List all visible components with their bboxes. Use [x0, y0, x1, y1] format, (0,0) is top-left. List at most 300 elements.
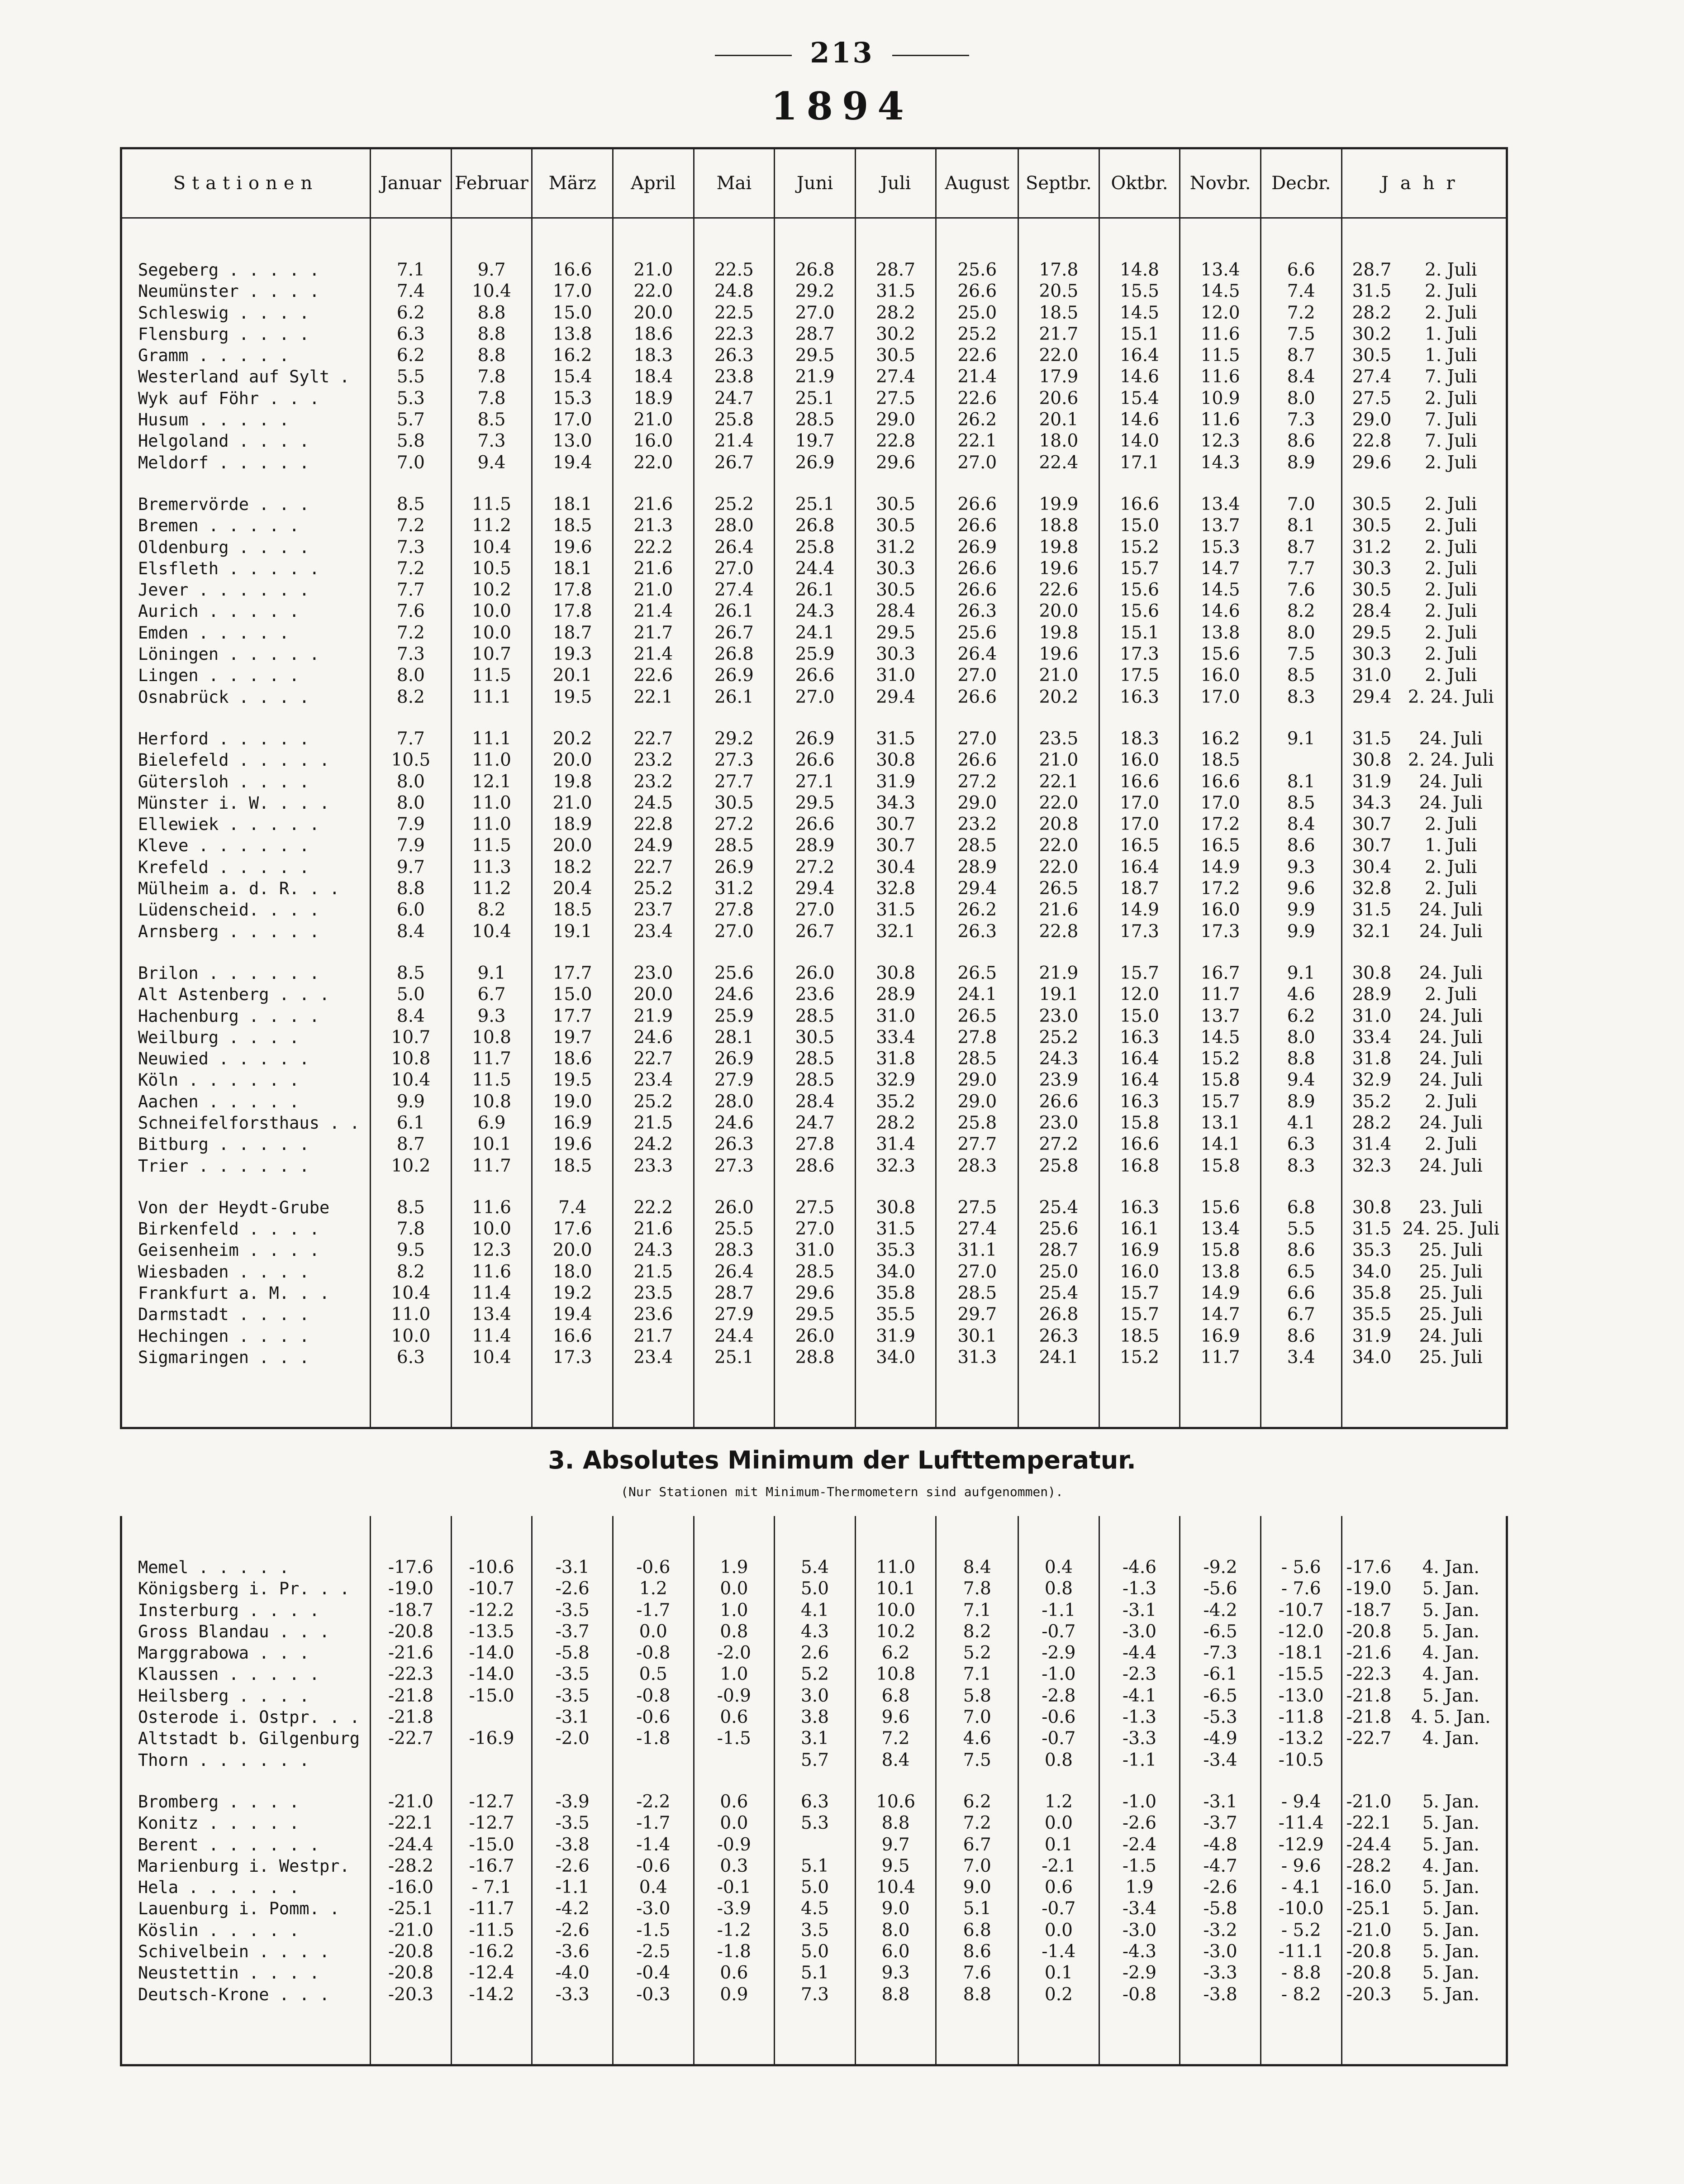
month-value: 32.3 — [855, 1155, 936, 1177]
month-value: 29.6 — [855, 452, 936, 473]
month-value: 22.0 — [1018, 857, 1099, 878]
year-date: 24. Juli — [1419, 1006, 1483, 1026]
year-date: 24. Juli — [1419, 771, 1483, 792]
month-value: 10.8 — [855, 1664, 936, 1685]
month-value: 27.1 — [775, 771, 856, 792]
year-value: -22.7 — [1341, 1728, 1396, 1749]
year-date: 7. Juli — [1425, 367, 1477, 387]
month-value: 30.8 — [855, 749, 936, 771]
month-value: 29.0 — [855, 409, 936, 430]
month-value: 15.4 — [1099, 388, 1180, 409]
year-date: 2. Juli — [1425, 580, 1477, 601]
year-value: 29.5 — [1341, 622, 1396, 644]
month-value: 16.3 — [1099, 1091, 1180, 1112]
station-name: Flensburg . . . . — [138, 324, 309, 344]
month-value: 26.1 — [694, 687, 775, 708]
month-value: 22.1 — [1018, 771, 1099, 792]
month-value: 24.3 — [1018, 1048, 1099, 1069]
month-value: 26.6 — [936, 687, 1018, 708]
month-value: 6.8 — [855, 1685, 936, 1707]
year-value: -18.7 — [1341, 1600, 1396, 1621]
month-value: 30.7 — [855, 814, 936, 835]
month-value: 22.8 — [613, 814, 694, 835]
month-value: 30.5 — [855, 515, 936, 536]
month-value: 28.5 — [936, 1283, 1018, 1304]
station-name: Berent . . . . . . — [138, 1835, 319, 1855]
spacer-cell — [1396, 2005, 1507, 2065]
month-value: - 9.4 — [1261, 1791, 1341, 1812]
month-value: 14.6 — [1099, 366, 1180, 387]
month-value: -0.6 — [613, 1707, 694, 1728]
month-value: 22.7 — [613, 728, 694, 749]
spacer-cell — [1018, 1771, 1099, 1791]
month-value: 29.4 — [775, 878, 856, 899]
spacer-cell — [1261, 218, 1341, 260]
year-value: -20.8 — [1341, 1962, 1396, 1984]
month-value: 1.9 — [694, 1557, 775, 1578]
month-value: 22.6 — [1018, 579, 1099, 601]
year-date: 2. Juli — [1425, 452, 1477, 473]
table-row — [121, 1812, 1507, 1834]
spacer-cell — [532, 473, 613, 494]
month-value: 25.2 — [613, 878, 694, 899]
month-value: 30.3 — [855, 558, 936, 579]
year-date: 23. Juli — [1419, 1197, 1483, 1218]
month-value: -4.2 — [532, 1898, 613, 1919]
month-value: 7.8 — [371, 1218, 452, 1240]
month-value: 17.1 — [1099, 452, 1180, 473]
year-value: 32.3 — [1341, 1155, 1396, 1177]
spacer-cell — [371, 2005, 452, 2065]
month-value: 24.1 — [1018, 1347, 1099, 1368]
month-value: 10.7 — [451, 644, 532, 665]
month-value: 24.1 — [775, 622, 856, 644]
month-value: 4.3 — [775, 1621, 856, 1642]
table-row — [121, 963, 1507, 984]
month-value: -15.0 — [451, 1834, 532, 1855]
month-value: 9.1 — [1261, 728, 1341, 749]
month-value: 18.2 — [532, 857, 613, 878]
month-value: 35.2 — [855, 1091, 936, 1112]
year-date: 2. Juli — [1425, 281, 1477, 302]
month-value: 26.0 — [694, 1197, 775, 1218]
month-value: 31.8 — [855, 1048, 936, 1069]
month-value: -4.1 — [1099, 1685, 1180, 1707]
month-value: -1.4 — [1018, 1941, 1099, 1962]
spacer-cell — [1018, 473, 1099, 494]
year-date: 5. Jan. — [1422, 1898, 1479, 1919]
month-value: 8.8 — [855, 1984, 936, 2005]
month-value: -12.7 — [451, 1791, 532, 1812]
month-value: 22.4 — [1018, 452, 1099, 473]
table-row — [121, 1155, 1507, 1177]
spacer-cell — [1099, 1771, 1180, 1791]
station-name: Gross Blandau . . . — [138, 1621, 330, 1641]
month-value: -3.0 — [613, 1898, 694, 1919]
month-value: 11.5 — [451, 494, 532, 515]
year-date: 5. Jan. — [1422, 1813, 1479, 1834]
station-name: Schivelbein . . . . — [138, 1942, 330, 1962]
month-value: 27.5 — [936, 1197, 1018, 1218]
month-value: 7.9 — [371, 814, 452, 835]
month-value: 26.6 — [936, 281, 1018, 302]
month-value: 29.5 — [855, 622, 936, 644]
month-value: 31.5 — [855, 728, 936, 749]
month-value: 26.4 — [694, 537, 775, 558]
month-value: 21.4 — [613, 644, 694, 665]
month-value: -16.2 — [451, 1941, 532, 1962]
month-value: 8.2 — [371, 1261, 452, 1283]
month-value: 27.2 — [694, 814, 775, 835]
station-name: Köln . . . . . . — [138, 1070, 300, 1090]
year-value: -16.0 — [1341, 1877, 1396, 1898]
month-value: 17.8 — [532, 601, 613, 622]
month-value: 24.8 — [694, 281, 775, 302]
month-value: 8.8 — [451, 302, 532, 324]
year-date: 5. Jan. — [1422, 1685, 1479, 1706]
spacer-cell — [1396, 1177, 1507, 1197]
month-value: 7.6 — [371, 601, 452, 622]
month-value: 4.1 — [775, 1600, 856, 1621]
month-value: 19.8 — [532, 771, 613, 792]
month-value: 34.0 — [855, 1347, 936, 1368]
month-value: 25.0 — [1018, 1261, 1099, 1283]
month-value: 11.0 — [451, 749, 532, 771]
month-value: 0.1 — [1018, 1834, 1099, 1855]
month-value: 11.0 — [371, 1304, 452, 1325]
month-value: -16.7 — [451, 1855, 532, 1877]
month-value: 23.6 — [775, 984, 856, 1005]
month-value: 5.7 — [371, 409, 452, 430]
spacer-cell — [1341, 708, 1396, 728]
month-value: 24.7 — [694, 388, 775, 409]
month-value: 8.1 — [1261, 515, 1341, 536]
month-value: 8.8 — [371, 878, 452, 899]
month-value: -1.5 — [613, 1920, 694, 1941]
spacer-cell — [532, 1516, 613, 1557]
month-value: 19.6 — [532, 537, 613, 558]
month-value: 13.4 — [1180, 259, 1261, 281]
month-value: 6.3 — [1261, 1134, 1341, 1155]
station-name: Insterburg . . . . — [138, 1600, 319, 1620]
year-date: 2. Juli — [1425, 622, 1477, 643]
table-row — [121, 259, 1507, 281]
month-value: 21.5 — [613, 1261, 694, 1283]
month-value: 28.5 — [775, 409, 856, 430]
year-date: 24. Juli — [1419, 1027, 1483, 1048]
year-date: 1. Juli — [1425, 835, 1477, 856]
month-value: 31.2 — [855, 537, 936, 558]
month-value: -0.6 — [1018, 1707, 1099, 1728]
month-value: 9.7 — [855, 1834, 936, 1855]
month-value: 7.3 — [1261, 409, 1341, 430]
month-value: 14.9 — [1099, 899, 1180, 920]
month-value: 15.6 — [1099, 601, 1180, 622]
month-value: 27.4 — [694, 579, 775, 601]
month-value: 27.7 — [694, 771, 775, 792]
month-value: 7.3 — [451, 430, 532, 452]
month-value: 22.3 — [694, 324, 775, 345]
month-value: 7.2 — [371, 622, 452, 644]
month-value: -3.1 — [532, 1707, 613, 1728]
station-name: Klaussen . . . . . — [138, 1664, 319, 1684]
month-value: 28.7 — [855, 259, 936, 281]
month-value: 25.1 — [694, 1347, 775, 1368]
month-value: 2.6 — [775, 1642, 856, 1664]
month-value: 21.4 — [694, 430, 775, 452]
month-value: -0.9 — [694, 1834, 775, 1855]
month-value: 12.0 — [1180, 302, 1261, 324]
month-value: 0.8 — [1018, 1578, 1099, 1599]
group-spacer — [121, 1177, 1507, 1197]
month-value: 8.2 — [371, 687, 452, 708]
month-value: 8.5 — [371, 494, 452, 515]
month-value: 13.0 — [532, 430, 613, 452]
group-spacer — [121, 473, 1507, 494]
month-value: 27.0 — [775, 1218, 856, 1240]
month-value: - 7.6 — [1261, 1578, 1341, 1599]
month-value: 25.2 — [936, 324, 1018, 345]
spacer-cell — [121, 1177, 371, 1197]
month-value: -21.0 — [371, 1791, 452, 1812]
station-name: Kleve . . . . . . — [138, 836, 309, 856]
year-value: -22.1 — [1341, 1812, 1396, 1834]
spacer-cell — [1018, 942, 1099, 963]
month-value: 28.7 — [694, 1283, 775, 1304]
maximum-table-body — [121, 218, 1507, 1428]
month-value: 21.6 — [613, 494, 694, 515]
year-value: 29.0 — [1341, 409, 1396, 430]
station-name: Heilsberg . . . . — [138, 1686, 309, 1706]
year-date: 4. Jan. — [1422, 1557, 1479, 1578]
station-name: Osnabrück . . . . — [138, 687, 309, 707]
spacer-cell — [1341, 1516, 1396, 1557]
month-value: -0.6 — [613, 1855, 694, 1877]
month-value: 0.0 — [1018, 1812, 1099, 1834]
table-row — [121, 771, 1507, 792]
minimum-table-body — [121, 1516, 1507, 2065]
month-value: 15.3 — [1180, 537, 1261, 558]
month-value: 23.2 — [936, 814, 1018, 835]
month-value: -3.1 — [532, 1557, 613, 1578]
table-row — [121, 558, 1507, 579]
spacer-cell — [121, 2005, 371, 2065]
month-value: 27.0 — [936, 728, 1018, 749]
spacer-cell — [775, 1368, 856, 1428]
spacer-cell — [694, 1177, 775, 1197]
month-value: 10.0 — [451, 1218, 532, 1240]
month-value: 23.7 — [613, 899, 694, 920]
month-value: 23.9 — [1018, 1069, 1099, 1091]
spacer-cell — [371, 708, 452, 728]
month-value: 8.8 — [1261, 1048, 1341, 1069]
month-value: 26.3 — [936, 601, 1018, 622]
month-value: 27.0 — [936, 452, 1018, 473]
month-value: 29.5 — [775, 1304, 856, 1325]
station-name: Darmstadt . . . . — [138, 1305, 309, 1325]
month-value: 10.2 — [371, 1155, 452, 1177]
year-date: 4. Jan. — [1422, 1664, 1479, 1685]
month-value: -0.8 — [613, 1685, 694, 1707]
month-value: 21.6 — [1018, 899, 1099, 920]
station-name: Münster i. W. . . . — [138, 793, 330, 813]
month-value: 21.3 — [613, 515, 694, 536]
month-value: 27.9 — [694, 1304, 775, 1325]
month-value: 16.0 — [1180, 899, 1261, 920]
month-value: 10.8 — [451, 1091, 532, 1112]
spacer-cell — [694, 473, 775, 494]
month-value: 16.5 — [1180, 835, 1261, 856]
month-value: 6.2 — [855, 1642, 936, 1664]
month-value: -12.4 — [451, 1962, 532, 1984]
month-value: 18.8 — [1018, 515, 1099, 536]
header-month: April — [613, 148, 694, 218]
year-value: -20.8 — [1341, 1941, 1396, 1962]
spacer-cell — [1341, 942, 1396, 963]
group-spacer — [121, 1368, 1507, 1428]
spacer-cell — [371, 1368, 452, 1428]
month-value: 11.7 — [1180, 984, 1261, 1005]
month-value: 5.2 — [936, 1642, 1018, 1664]
month-value: 15.8 — [1180, 1069, 1261, 1091]
table-row — [121, 665, 1507, 686]
spacer-cell — [1261, 942, 1341, 963]
month-value: 19.9 — [1018, 494, 1099, 515]
month-value: 27.8 — [775, 1134, 856, 1155]
year-value: 30.8 — [1341, 749, 1396, 771]
month-value: 30.5 — [775, 1027, 856, 1048]
month-value: -2.2 — [613, 1791, 694, 1812]
spacer-cell — [1099, 473, 1180, 494]
month-value: 25.6 — [1018, 1218, 1099, 1240]
station-name: Konitz . . . . . — [138, 1813, 300, 1833]
month-value: 18.4 — [613, 366, 694, 387]
month-value: 14.6 — [1099, 409, 1180, 430]
month-value: 1.0 — [694, 1600, 775, 1621]
table-row — [121, 1112, 1507, 1134]
month-value: 7.5 — [1261, 644, 1341, 665]
table-row — [121, 281, 1507, 302]
year-value: -21.8 — [1341, 1707, 1396, 1728]
spacer-cell — [855, 1177, 936, 1197]
month-value: 8.4 — [855, 1750, 936, 1771]
month-value: 30.8 — [855, 1197, 936, 1218]
month-value: 9.7 — [371, 857, 452, 878]
month-value: 6.6 — [1261, 259, 1341, 281]
month-value: 22.6 — [936, 388, 1018, 409]
month-value: 28.5 — [775, 1261, 856, 1283]
month-value: 7.6 — [936, 1962, 1018, 1984]
month-value: 16.6 — [532, 259, 613, 281]
spacer-cell — [936, 1368, 1018, 1428]
month-value: 32.9 — [855, 1069, 936, 1091]
table-row — [121, 1347, 1507, 1368]
year-date: 5. Jan. — [1422, 1834, 1479, 1855]
month-value: 14.1 — [1180, 1134, 1261, 1155]
month-value: 15.8 — [1180, 1155, 1261, 1177]
month-value: -22.3 — [371, 1664, 452, 1685]
month-value: -2.8 — [1018, 1685, 1099, 1707]
month-value: 28.3 — [936, 1155, 1018, 1177]
month-value: 32.8 — [855, 878, 936, 899]
month-value: 8.4 — [371, 1006, 452, 1027]
spacer-cell — [1341, 1177, 1396, 1197]
month-value: 17.9 — [1018, 366, 1099, 387]
month-value: 19.8 — [1018, 537, 1099, 558]
month-value: 23.4 — [613, 1069, 694, 1091]
month-value: 11.2 — [451, 878, 532, 899]
spacer-cell — [855, 218, 936, 260]
year-value: 30.3 — [1341, 558, 1396, 579]
month-value — [451, 1707, 532, 1728]
year-value: 31.0 — [1341, 1006, 1396, 1027]
spacer-cell — [1180, 1177, 1261, 1197]
month-value: 8.0 — [855, 1920, 936, 1941]
spacer-cell — [1018, 1516, 1099, 1557]
month-value: -4.9 — [1180, 1728, 1261, 1749]
month-value: -14.2 — [451, 1984, 532, 2005]
spacer-cell — [1099, 1177, 1180, 1197]
month-value — [371, 1750, 452, 1771]
month-value: 11.2 — [451, 515, 532, 536]
month-value: 14.6 — [1180, 601, 1261, 622]
spacer-cell — [613, 942, 694, 963]
month-value: 13.8 — [532, 324, 613, 345]
month-value: 16.3 — [1099, 687, 1180, 708]
table-row — [121, 728, 1507, 749]
spacer-cell — [1396, 218, 1507, 260]
month-value: 10.1 — [855, 1578, 936, 1599]
month-value: -1.7 — [613, 1812, 694, 1834]
month-value: -2.0 — [532, 1728, 613, 1749]
month-value: -3.1 — [1099, 1600, 1180, 1621]
spacer-cell — [613, 1177, 694, 1197]
maximum-temperature-table — [120, 147, 1508, 1429]
month-value: 16.6 — [532, 1326, 613, 1347]
month-value: 11.3 — [451, 857, 532, 878]
month-value: -24.4 — [371, 1834, 452, 1855]
month-value: 17.2 — [1180, 878, 1261, 899]
spacer-cell — [1341, 2005, 1396, 2065]
month-value: 8.2 — [1261, 601, 1341, 622]
month-value: -6.5 — [1180, 1621, 1261, 1642]
month-value: -2.6 — [532, 1578, 613, 1599]
spacer-cell — [1261, 708, 1341, 728]
year-value: 30.8 — [1341, 1197, 1396, 1218]
year-value: 27.5 — [1341, 388, 1396, 409]
month-value: 23.6 — [613, 1304, 694, 1325]
spacer-cell — [1396, 1771, 1507, 1791]
month-value: 7.4 — [1261, 281, 1341, 302]
month-value: 29.2 — [775, 281, 856, 302]
year-value: 30.7 — [1341, 814, 1396, 835]
month-value: 15.1 — [1099, 622, 1180, 644]
month-value: 23.2 — [613, 771, 694, 792]
spacer-cell — [1099, 1516, 1180, 1557]
month-value: 24.3 — [613, 1240, 694, 1261]
year-date: 24. Juli — [1419, 1155, 1483, 1176]
spacer-cell — [855, 942, 936, 963]
month-value: 31.5 — [855, 899, 936, 920]
month-value: -3.3 — [1099, 1728, 1180, 1749]
month-value: 15.2 — [1180, 1048, 1261, 1069]
month-value: 15.6 — [1180, 644, 1261, 665]
year-date: 2. Juli — [1425, 515, 1477, 536]
month-value: 6.0 — [371, 899, 452, 920]
month-value: 7.2 — [1261, 302, 1341, 324]
month-value: 7.2 — [371, 558, 452, 579]
month-value: -12.0 — [1261, 1621, 1341, 1642]
